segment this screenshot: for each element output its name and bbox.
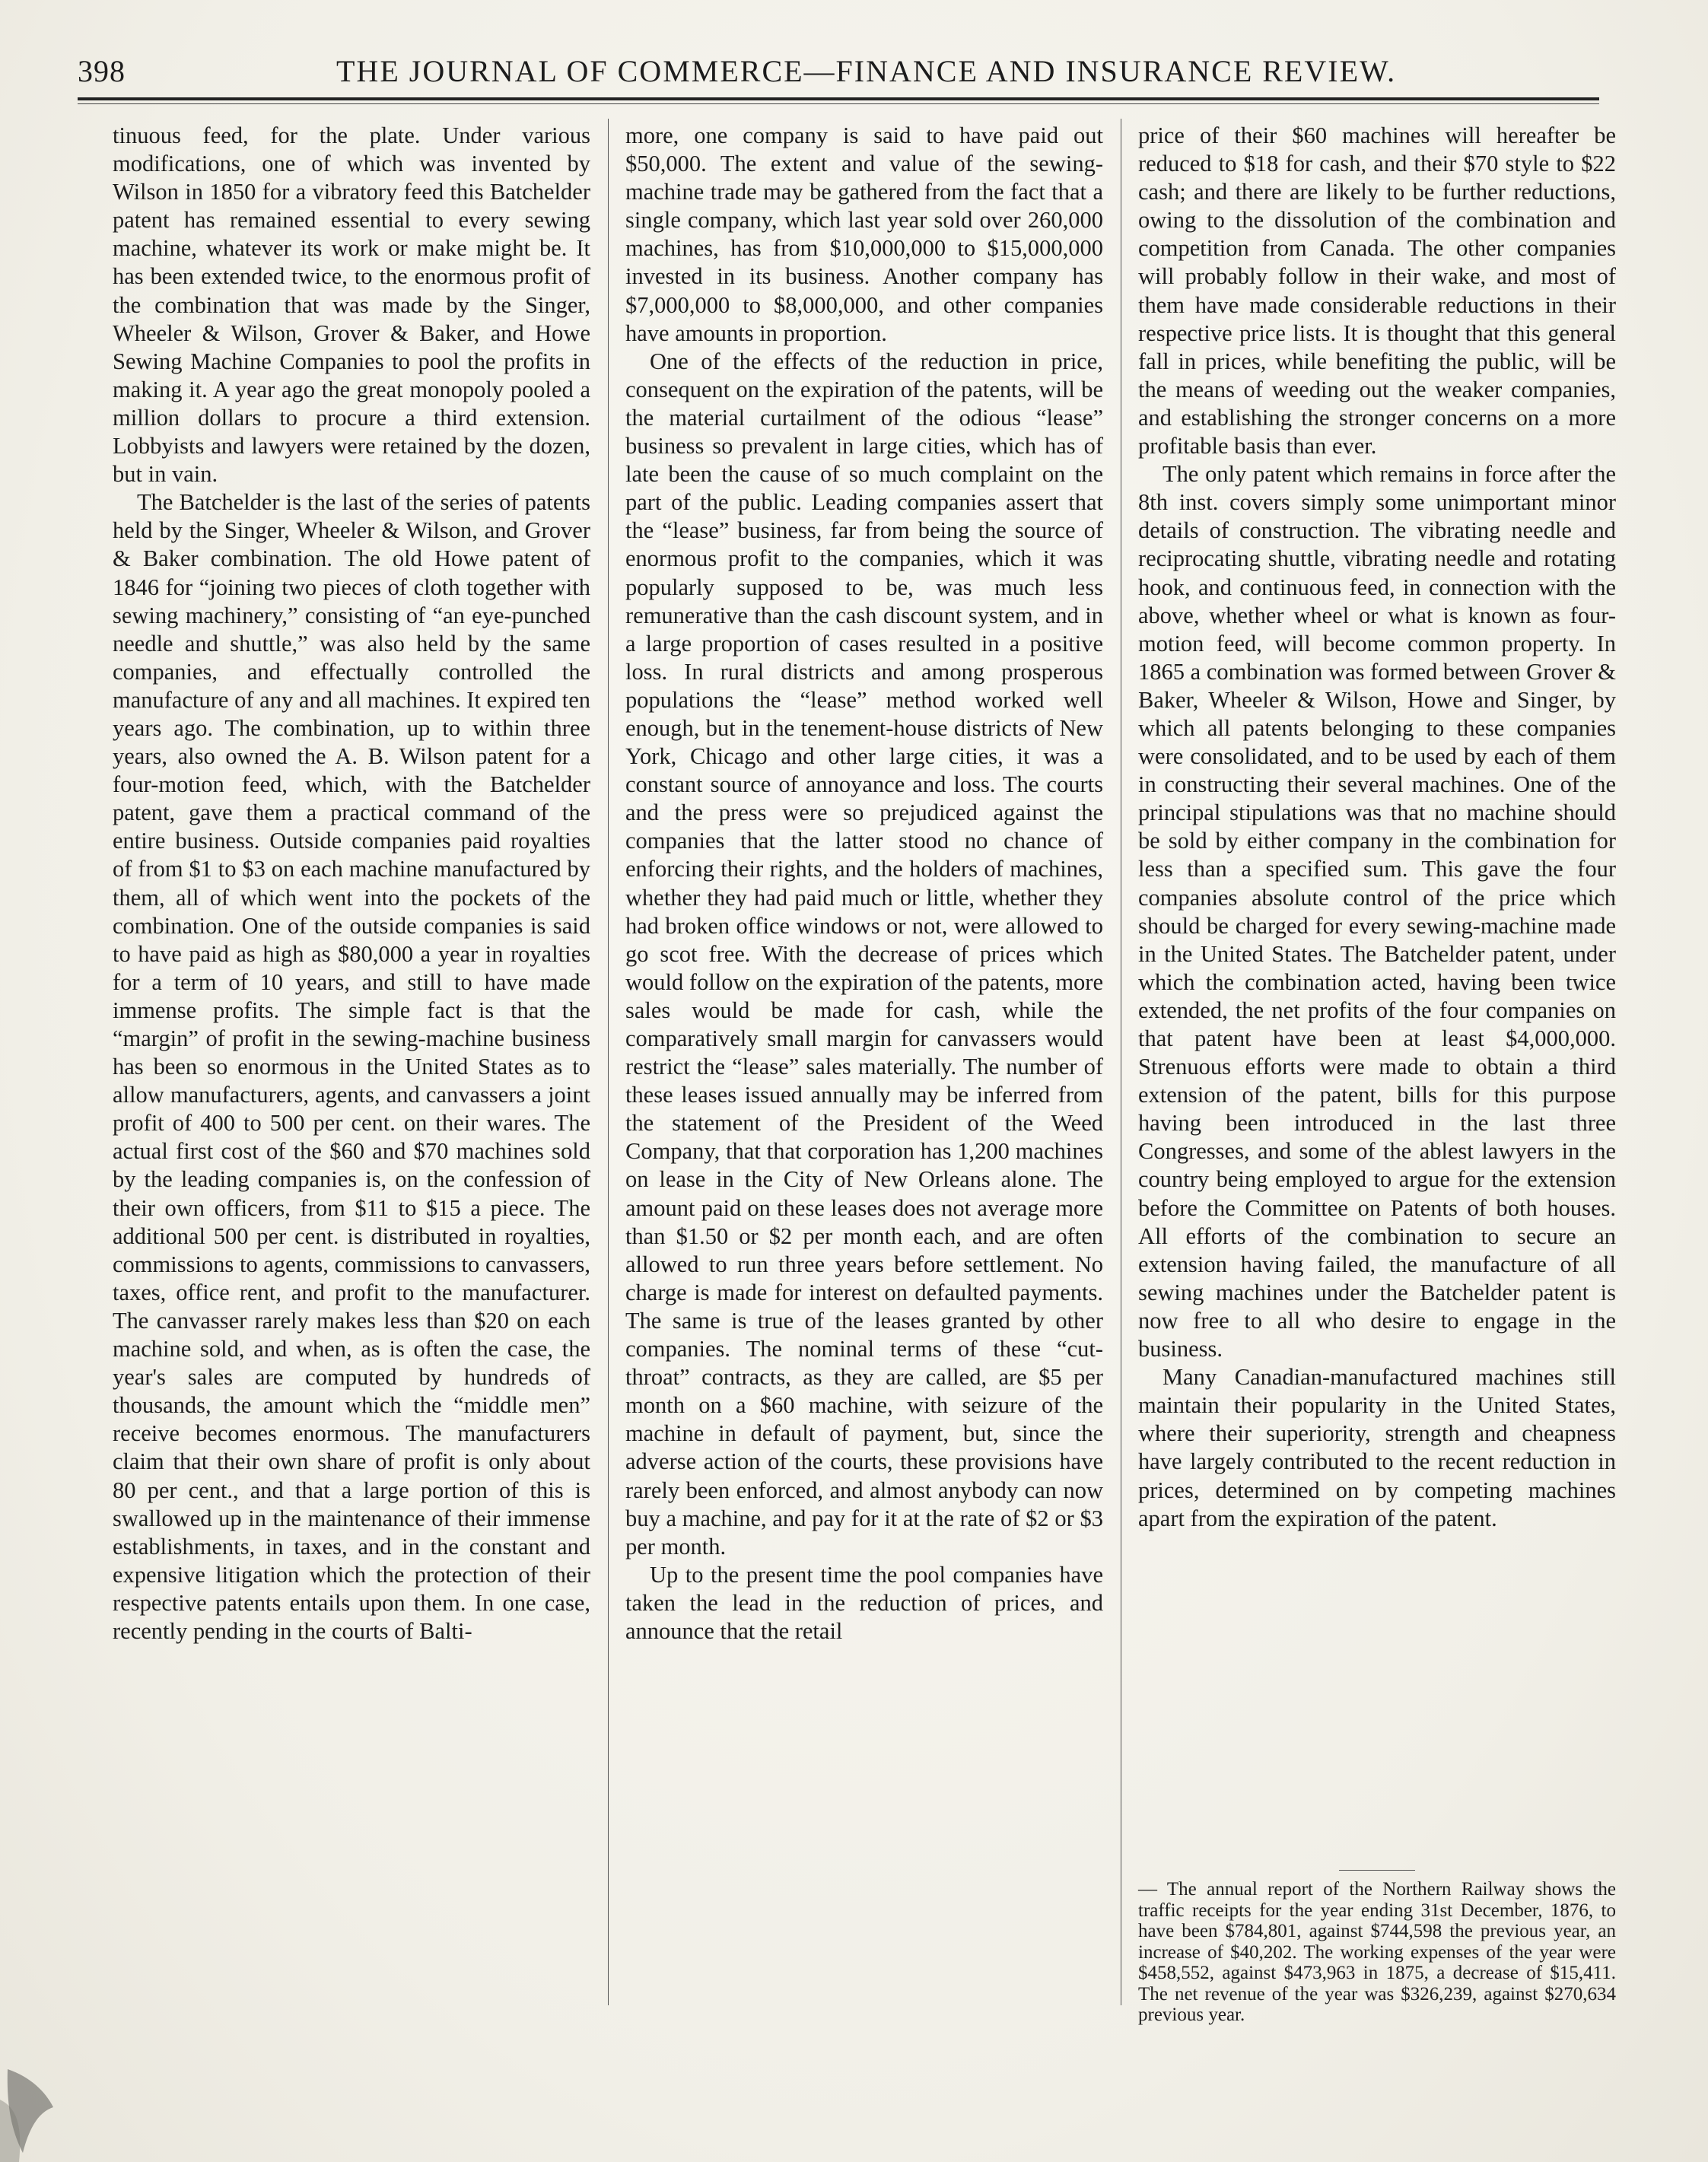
footnote: — The annual report of the Northern Railway shows the traffic receipts for the year ending 31st December, 1876, to have been $784,801, against $744,598 the previous year, an increase of $40,202. The working expenses of the year were $458,552, against $473,963 in 1875, a decrease of $15,411. The net revenue of the year was $326,239, against $270,634 previous year. [1138, 1879, 1616, 2025]
page-corner-smudge [0, 2054, 99, 2162]
column-1 [113, 122, 590, 1645]
header-rule [78, 97, 1599, 100]
page-number: 398 [78, 54, 126, 88]
column-divider [608, 119, 609, 2005]
footnote-rule [1339, 1870, 1415, 1871]
paragraph: Many Canadian-manufactured machines still maintain their popularity in the United States, where their superiority, strength and cheapness have largely contributed to the recent reduction in prices, determined on by competing machines apart from the expiration of the patent. [1138, 1364, 1616, 1531]
paragraph: more, one company is said to have paid out $50,000. The extent and value of the sewing-machine trade may be gathered from the fact that a single company, which last year sold over 260,000 machines, has from $10,000,000 to $15,000,000 invested in its business. Another company has $7,000,000 to $8,000,000, and other companies have amounts in proportion. [625, 122, 1103, 346]
paragraph: price of their $60 machines will hereafter be reduced to $18 for cash, and their $70 style to $22 cash; and there are likely to be further reductions, owing to the dissolution of the combination and competition from Canada. The other companies will probably follow in their wake, and most of them have made considerable reductions in their respective price lists. It is thought that this general fall in prices, while benefiting the public, will be the means of weeding out the weaker companies, and establishing the stronger concerns on a more profitable basis than ever. [1138, 122, 1616, 459]
paragraph: tinuous feed, for the plate. Under various modifications, one of which was invented by Wilson in 1850 for a vibratory feed this Batchelder patent has remained essential to every sewing machine, whatever its work or make might be. It has been extended twice, to the enormous profit of the combination that was made by the Singer, Wheeler & Wilson, Grover & Baker, and Howe Sewing Machine Companies to pool the profits in making it. A year ago the great monopoly pooled a million dollars to procure a third extension. Lobbyists and lawyers were retained by the dozen, but in vain. [113, 122, 590, 488]
paragraph: Up to the present time the pool companies have taken the lead in the reduction of prices, and announce that the retail [625, 1561, 1103, 1644]
paragraph: The only patent which remains in force after the 8th inst. covers simply some unimportant minor details of construction. The vibrating needle and reciprocating shuttle, vibrating needle and rotating hook, and continuous feed, in connection with the above, whether wheel or what is known as four-motion feed, will become common property. In 1865 a combination was formed between Grover & Baker, Wheeler & Wilson, Howe and Singer, by which all patents belonging to these companies were consolidated, and to be used by each of them in constructing their several machines. One of the principal stipulations was that no machine should be sold by either company in the combination for less than a specified sum. This gave the four companies absolute control of the price which should be charged for every sewing-machine made in the United States. The Batchelder patent, under which the combination acted, having been twice extended, the net profits of the four companies on that patent have been at least $4,000,000. Strenuous efforts were made to obtain a third extension of the patent, bills for this purpose having been introduced in the last three Congresses, and some of the ablest lawyers in the country being employed to argue for the extension before the Committee on Patents of both houses. All efforts of the combination to secure an extension having failed, the manufacture of all sewing machines under the Batchelder patent is now free to all who desire to engage in the business. [1138, 461, 1616, 1362]
running-title: THE JOURNAL OF COMMERCE—FINANCE AND INSURANCE REVIEW. [336, 54, 1397, 88]
column-2 [625, 122, 1103, 1645]
paragraph: The Batchelder is the last of the series of patents held by the Singer, Wheeler & Wilson, and Grover & Baker combination. The old Howe patent of 1846 for “joining two pieces of cloth together with sewing machinery,” consisting of “an eye-punched needle and shuttle,” was also held by the same companies, and effectually controlled the manufacture of any and all machines. It expired ten years ago. The combination, up to within three years, also owned the A. B. Wilson patent for a four-motion feed, which, with the Batchelder patent, gave them a practical command of the entire business. Outside companies paid royalties of from $1 to $3 on each machine manufactured by them, all of which went into the pockets of the combination. One of the outside companies is said to have paid as high as $80,000 a year in royalties for a term of 10 years, and still to have made immense profits. The simple fact is that the “margin” of profit in the sewing-machine business has been so enormous in the United States as to allow manufacturers, agents, and canvassers a joint profit of 400 to 500 per cent. on their wares. The actual first cost of the $60 and $70 machines sold by the leading companies is, on the confession of their own officers, from $11 to $15 a piece. The additional 500 per cent. is distributed in royalties, commissions to agents, commissions to canvassers, taxes, office rent, and profit to the manufacturer. The canvasser rarely makes less than $20 on each machine sold, and when, as is often the case, the year's sales are computed by hundreds of thousands, the amount which the “middle men” receive becomes enormous. The manufacturers claim that their own share of profit is only about 80 per cent., and that a large portion of this is swallowed up in the maintenance of their immense establishments, in taxes, and in the constant and expensive litigation which the protection of their respective patents entails upon them. In one case, recently pending in the courts of Balti- [113, 489, 590, 1644]
paragraph: One of the effects of the reduction in price, consequent on the expiration of the patents, will be the material curtailment of the odious “lease” business so prevalent in large cities, which has of late been the cause of so much complaint on the part of the public. Leading companies assert that the “lease” business, far from being the source of enormous profit to the companies, which it was popularly supposed to be, was much less remunerative than the cash discount system, and in a large proportion of cases resulted in a positive loss. In rural districts and among prosperous populations the “lease” method worked well enough, but in the tenement-house districts of New York, Chicago and other large cities, it was a constant source of annoyance and loss. The courts and the press were so prejudiced against the companies that the latter stood no chance of enforcing their rights, and the holders of machines, whether they had paid much or little, whether they had broken office windows or not, were allowed to go scot free. With the decrease of prices which would follow on the expiration of the patents, more sales would be made for cash, while the comparatively small margin for canvassers would restrict the “lease” sales materially. The number of these leases issued annually may be inferred from the statement of the President of the Weed Company, that that corporation has 1,200 machines on lease in the City of New Orleans alone. The amount paid on these leases does not average more than $1.50 or $2 per month each, and are often allowed to run three years before settlement. No charge is made for interest on defaulted payments. The same is true of the leases granted by other companies. The nominal terms of these “cut-throat” contracts, as they are called, are $5 per month on a $60 machine, with seizure of the machine in default of payment, but, since the adverse action of the courts, these provisions have rarely been enforced, and almost anybody can now buy a machine, and pay for it at the rate of $2 or $3 per month. [625, 348, 1103, 1560]
column-3 [1138, 122, 1616, 1533]
page-header [78, 49, 1599, 102]
header-rule-thin [78, 103, 1599, 104]
